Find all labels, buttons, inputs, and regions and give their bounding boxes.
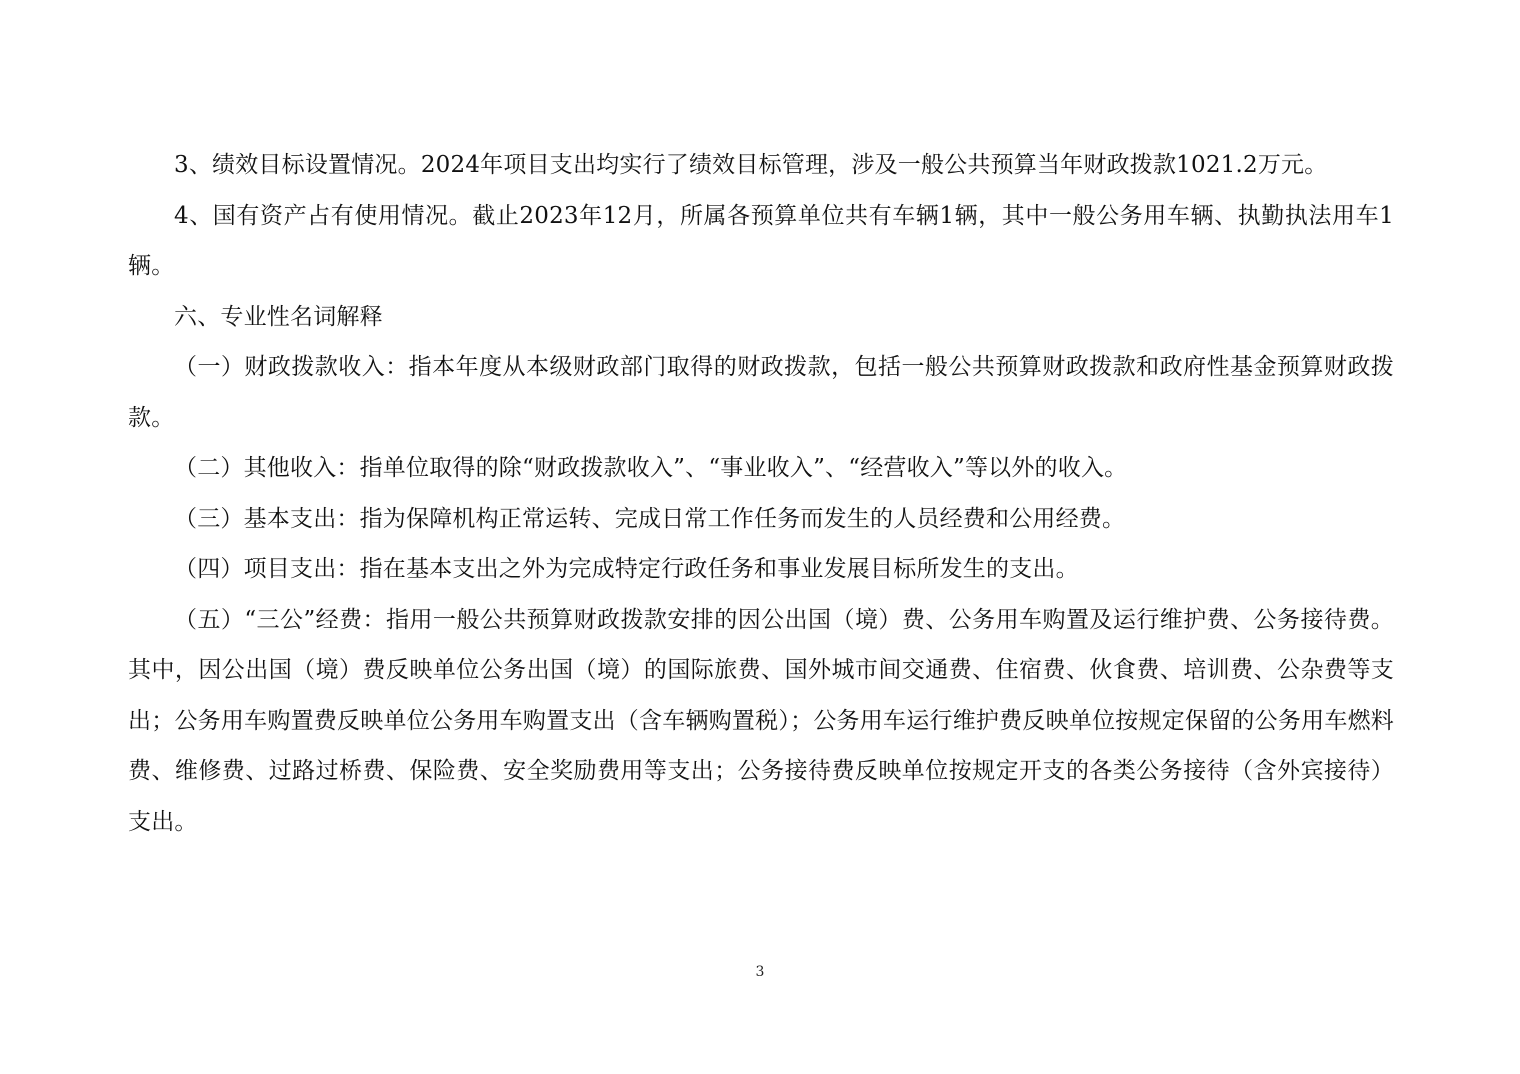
paragraph-three-public-expenses: （五）“三公”经费：指用一般公共预算财政拨款安排的因公出国（境）费、公务用车购置及运行维护费、公务接待费。其中，因公出国（境）费反映单位公务出国（境）的国际旅费、国外城市间交通费、住宿费、伙食费、培训费、公杂费等支出；公务用车购置费反映单位公务用车购置支出（含车辆购置税）；公务用车运行维护费反映单位按规定保留的公务用车燃料费、维修费、过路过桥费、保险费、安全奖励费用等支出；公务接待费反映单位按规定开支的各类公务接待（含外宾接待）支出。	[128, 606, 1394, 835]
paragraph-fiscal-appropriation-income: （一）财政拨款收入：指本年度从本级财政部门取得的财政拨款，包括一般公共预算财政拨款和政府性基金预算财政拨款。	[128, 354, 1394, 431]
paragraph-state-assets: 4、国有资产占有使用情况。截止2023年12月，所属各预算单位共有车辆1辆，其中一般公务用车辆、执勤执法用车1辆。	[128, 202, 1394, 279]
paragraph-basic-expenditure: （三）基本支出：指为保障机构正常运转、完成日常工作任务而发生的人员经费和公用经费。	[174, 505, 1126, 532]
paragraph-project-expenditure: （四）项目支出：指在基本支出之外为完成特定行政任务和事业发展目标所发生的支出。	[174, 556, 1079, 582]
paragraph-other-income: （二）其他收入：指单位取得的除“财政拨款收入”、“事业收入”、“经营收入”等以外的收入。	[174, 455, 1128, 481]
section-heading-terminology: 六、专业性名词解释	[174, 303, 383, 330]
document-body	[128, 140, 1394, 847]
paragraph-performance-targets: 3、绩效目标设置情况。2024年项目支出均实行了绩效目标管理，涉及一般公共预算当年财政拨款1021.2万元。	[174, 152, 1328, 178]
page-number: 3	[755, 964, 765, 980]
